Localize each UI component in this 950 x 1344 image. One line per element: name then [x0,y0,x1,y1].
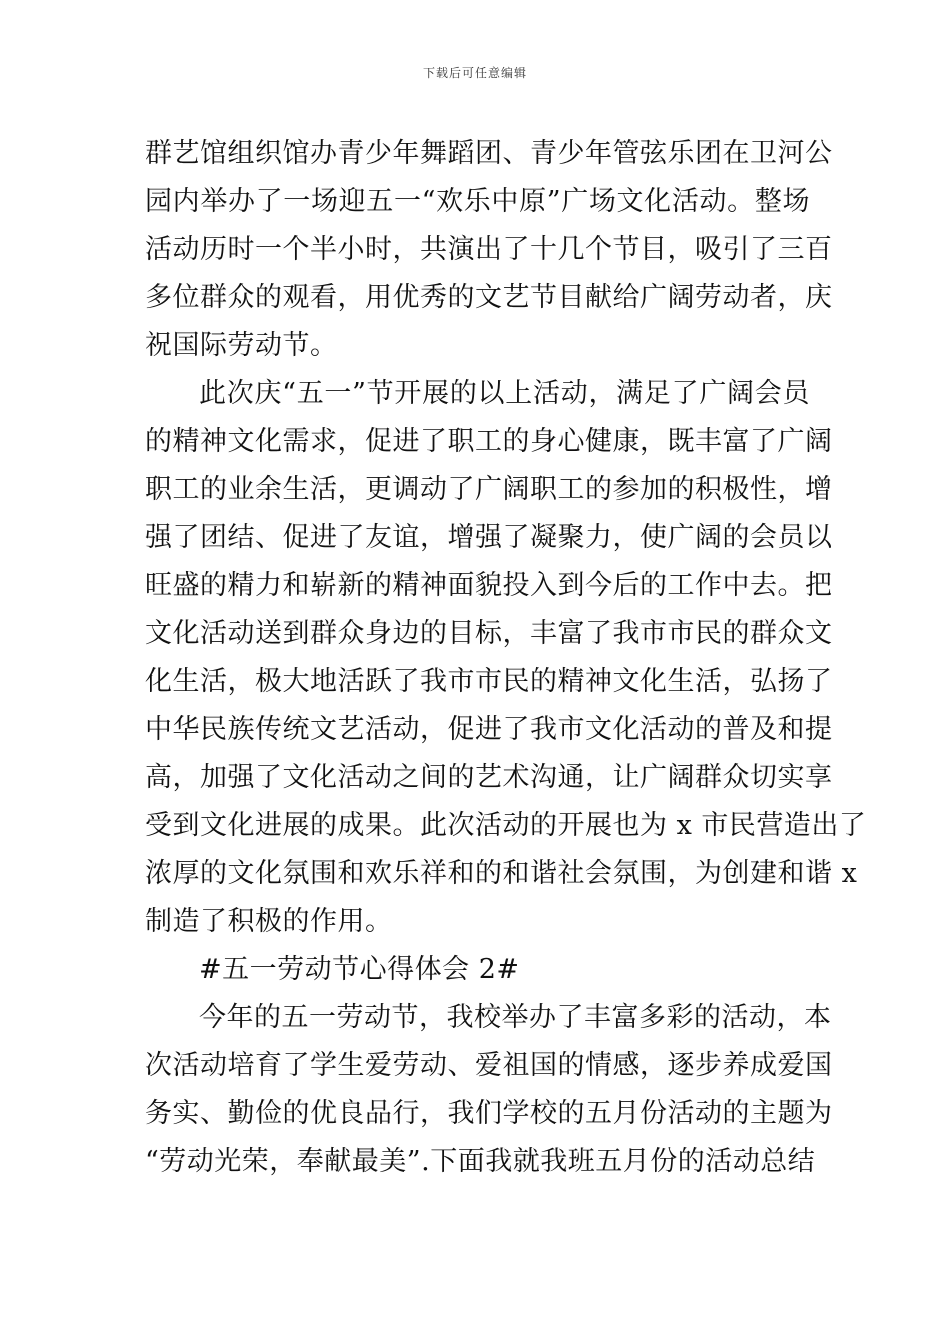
page-header: 下载后可任意编辑 [422,66,527,80]
text-line: 制造了积极的作用。 [145,906,393,937]
text-line: 园内举办了一场迎五一“欢乐中原”广场文化活动。整场 [145,186,810,217]
text-line: 职工的业余生活，更调动了广阔职工的参加的积极性，增 [145,474,833,505]
text-line: 活动历时一个半小时，共演出了十几个节目，吸引了三百 [145,234,833,265]
text-line: “劳动光荣，奉献最美”.下面我就我班五月份的活动总结 [145,1146,816,1177]
text-line: 务实、勤俭的优良品行，我们学校的五月份活动的主题为 [145,1098,833,1129]
text-line: 的精神文化需求，促进了职工的身心健康，既丰富了广阔 [145,426,833,457]
text-line: 高，加强了文化活动之间的艺术沟通，让广阔群众切实享 [145,762,833,793]
text-line: 群艺馆组织馆办青少年舞蹈团、青少年管弦乐团在卫河公 [145,138,833,169]
text-line: #五一劳动节心得体会 2# [199,954,520,985]
text-line: 旺盛的精力和崭新的精神面貌投入到今后的工作中去。把 [145,570,833,601]
text-line: 浓厚的文化氛围和欢乐祥和的和谐社会氛围，为创建和谐 x [145,858,858,889]
text-line: 化生活，极大地活跃了我市市民的精神文化生活，弘扬了 [145,666,833,697]
text-line: 祝国际劳动节。 [145,330,338,361]
text-line: 中华民族传统文艺活动，促进了我市文化活动的普及和提 [145,714,833,745]
text-line: 次活动培育了学生爱劳动、爱祖国的情感，逐步养成爱国 [145,1050,833,1081]
text-line: 文化活动送到群众身边的目标，丰富了我市市民的群众文 [145,618,833,649]
text-line: 强了团结、促进了友谊，增强了凝聚力，使广阔的会员以 [145,522,833,553]
text-line: 受到文化进展的成果。此次活动的开展也为 x 市民营造出了 [145,810,867,841]
text-line: 此次庆“五一”节开展的以上活动，满足了广阔会员 [199,378,810,409]
document-body [145,130,867,1186]
text-line: 多位群众的观看，用优秀的文艺节目献给广阔劳动者，庆 [145,282,833,313]
text-line: 今年的五一劳动节，我校举办了丰富多彩的活动，本 [199,1002,832,1033]
